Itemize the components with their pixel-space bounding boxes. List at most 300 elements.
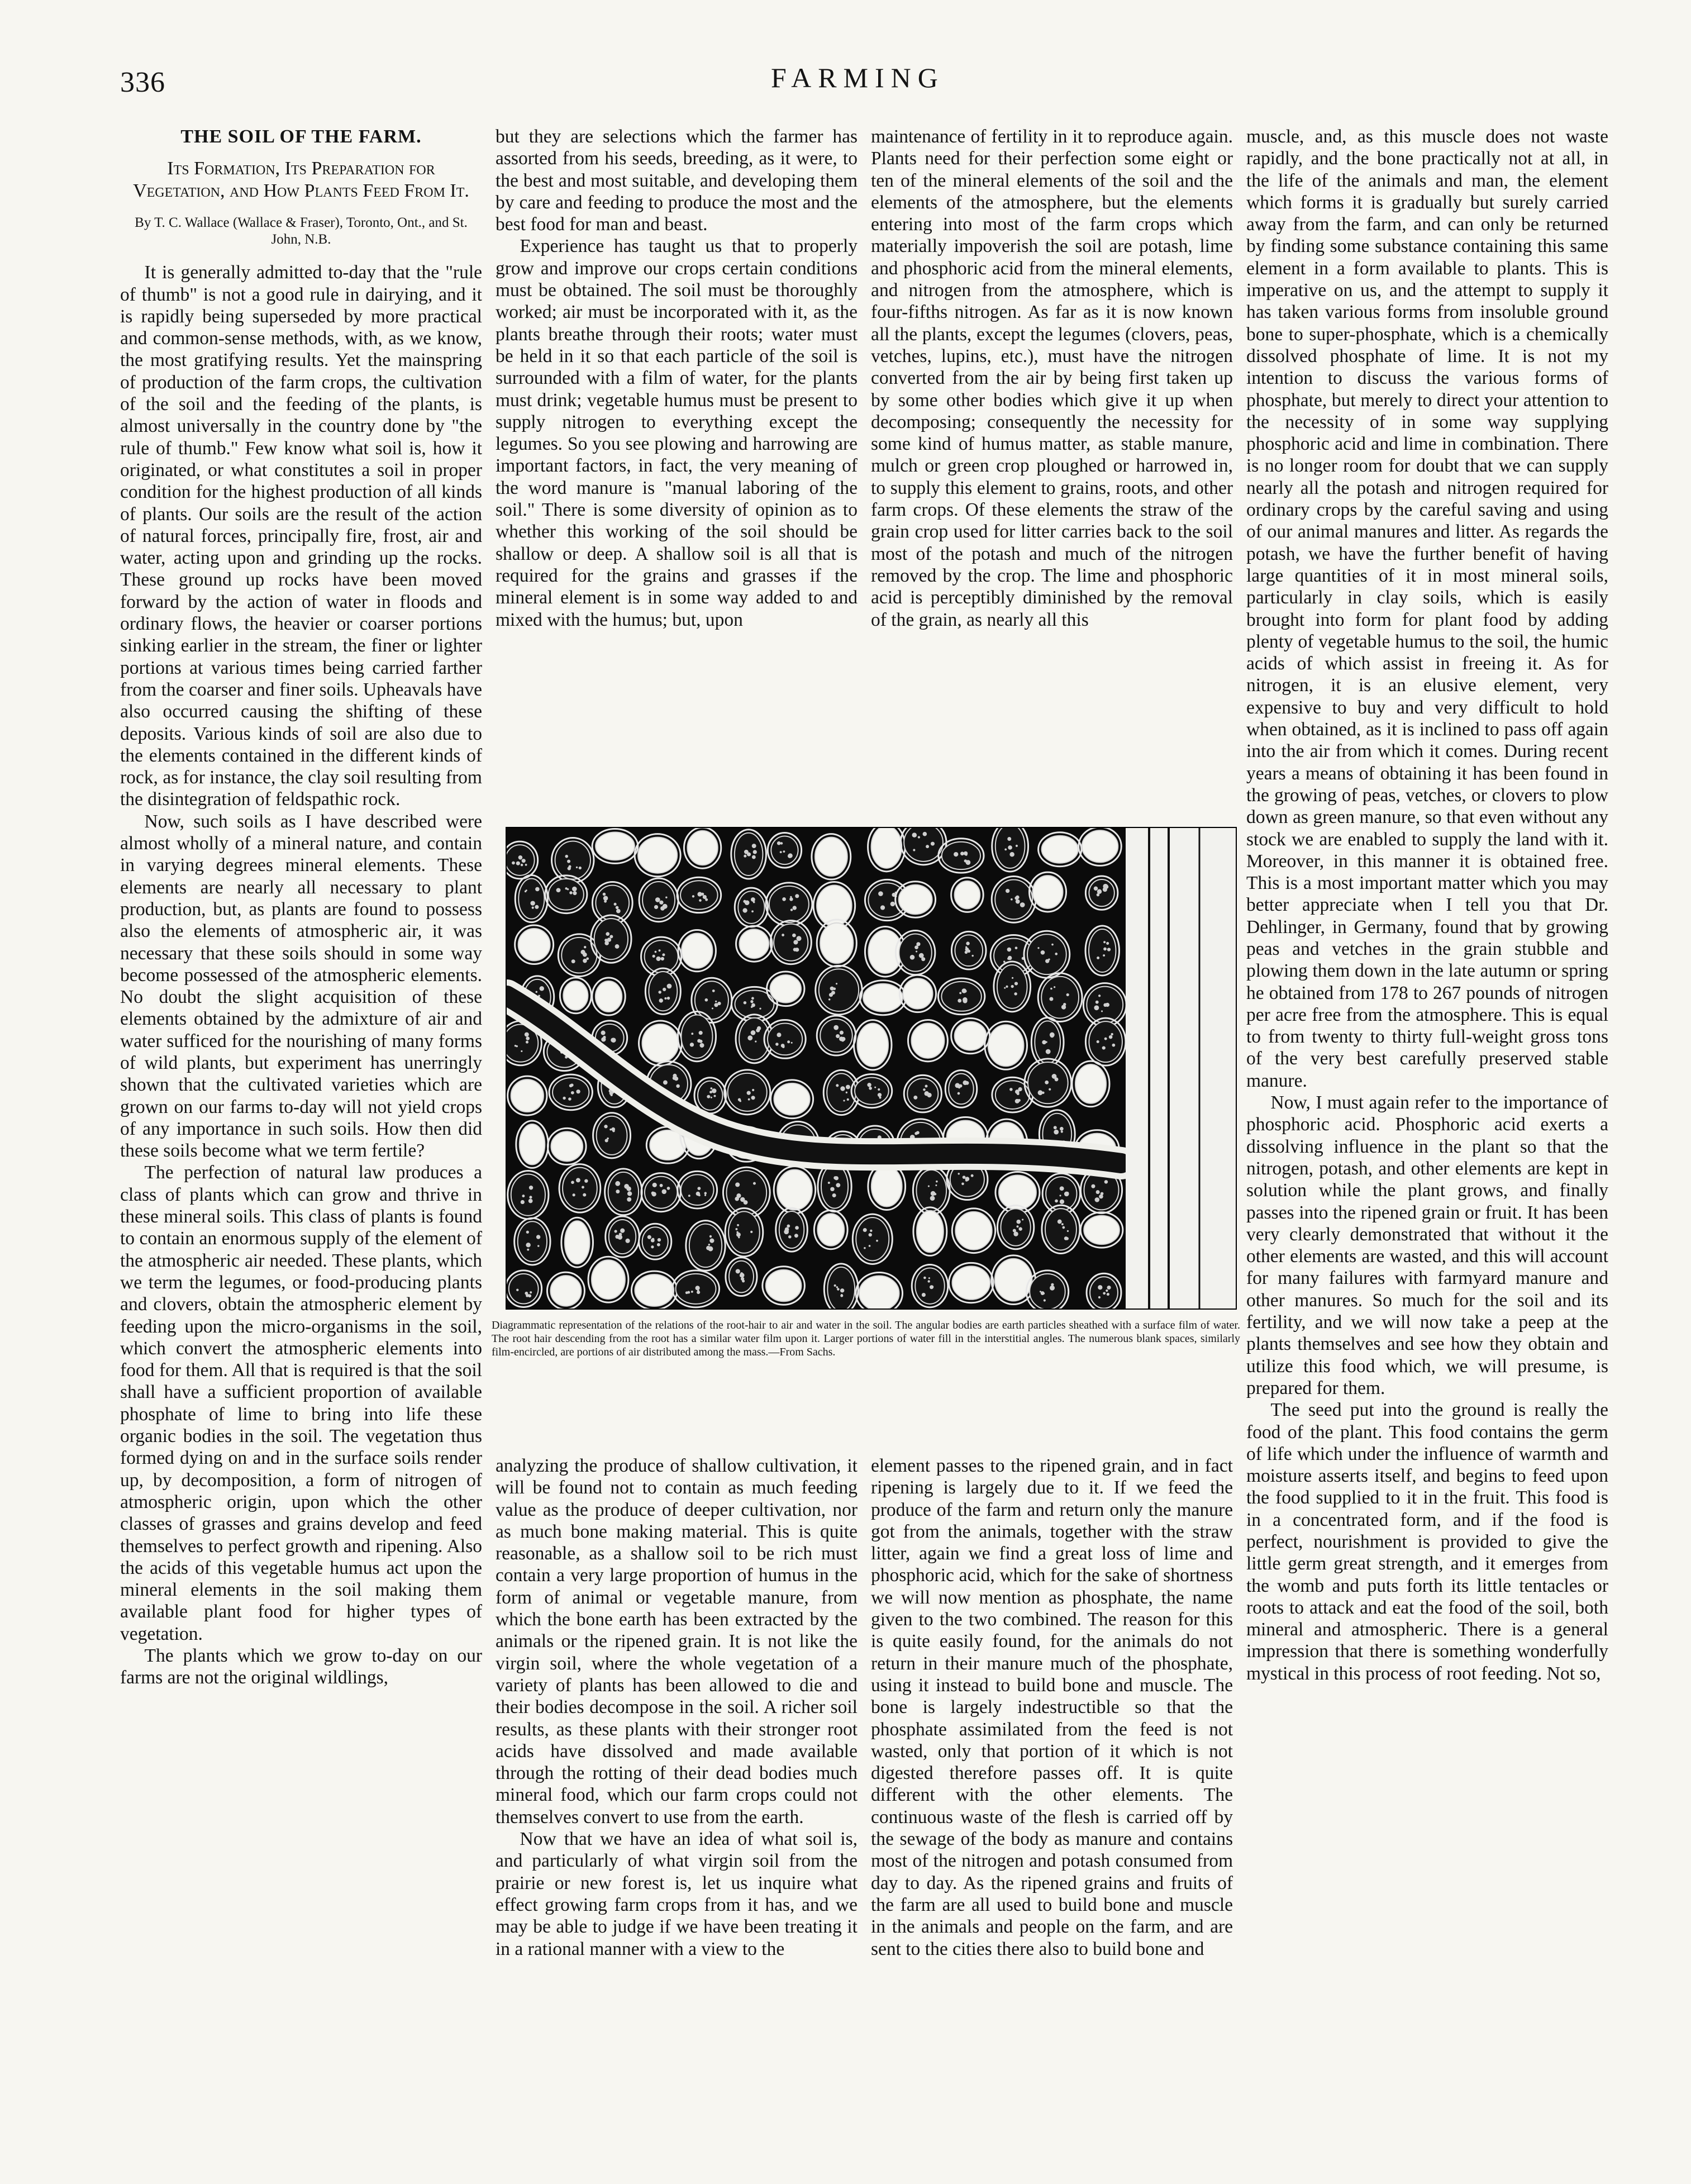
particle-speck [833,1025,839,1030]
air-space [857,1024,888,1067]
particle-speck [535,905,539,909]
earth-particle [681,1015,712,1058]
particle-speck [923,1088,926,1091]
particle-speck [576,1089,580,1093]
earth-particle [608,1172,639,1212]
particle-speck [567,860,570,863]
particle-speck [836,1084,839,1087]
particle-speck [1061,1005,1066,1009]
paragraph: maintenance of fertility in it to reproduce again. Plants need for their perfection some eight or ten of the mineral elements of the soil and the elements of the atmosphere, but the elements entering into most of the farm crops which materially impoverish the soil are potash, lime and phosphoric acid from the mineral elements, and nitrogen from the atmosphere, which is four-fifths nitrogen. As far as it is now known all the plants, except the legumes (clovers, peas, vetches, lupins, etc.), must have the nitrogen converted from the air by being first taken up by some other bodies which give it up when decomposing; consequently the necessity for some kind of humus matter, as stable manure, mulch or green crop ploughed or harrowed in, to supply this element to grains, roots, and other farm crops. Of these elements the straw of the grain crop used for litter carries back to the soil most of the potash and much of the nitrogen removed by the crop. The lime and phosphoric acid is perceptibly diminished by the removal of the grain, as nearly all this [871,126,1233,630]
particle-speck [1054,1130,1059,1135]
particle-speck [525,1292,528,1295]
particle-speck [614,1230,617,1233]
particle-speck [1015,946,1018,949]
particle-speck [516,1045,517,1047]
particle-speck [959,992,961,994]
particle-speck [916,950,917,952]
particle-speck [751,997,754,1000]
particle-speck [1009,1088,1013,1091]
particle-speck [753,1182,756,1185]
particle-speck [1094,1005,1099,1010]
earth-particle [1089,879,1114,906]
paragraph: The perfection of natural law produces a class of plants which can grow and thrive in these mineral soils. This class of plants is found to contain an enormous supply of the element of the atmospheric air needed. These plants, which we term the legumes, or food-producing plants and clovers, obtain the atmospheric element by feeding upon the micro-organisms in the soil, which convert the atmospheric elements into food for them. All that is required is that the soil shall have a sufficient proportion of available phosphate of lime to bring into life these organic bodies in the soil. The vegetation thus formed dying on and in the surface soils render up, by decomposition, a form of nitrogen of atmospheric origin, upon which the other classes of grasses and grains develop and feed themselves to perfect growth and ripening. Also the acids of this vegetable humus act upon the mineral elements in the soil making them available plant food for higher types of vegetation. [120,1162,482,1644]
particle-speck [697,1187,701,1190]
air-space [955,1021,987,1050]
particle-speck [864,1247,866,1249]
particle-speck [797,936,802,941]
air-space [518,929,550,960]
particle-speck [691,1291,693,1293]
particle-speck [1016,900,1020,904]
particle-speck [530,1291,532,1293]
particle-speck [572,887,577,892]
particle-speck [707,1095,710,1098]
air-space [550,1276,581,1306]
air-space [1075,1064,1106,1103]
particle-speck [846,1092,847,1093]
particle-speck [1017,1092,1020,1095]
particle-speck [1066,993,1069,996]
particle-speck [667,984,672,989]
particle-speck [525,864,527,866]
earth-particle [507,845,535,875]
earth-particle [771,836,798,865]
particle-speck [958,1173,960,1174]
particle-speck [1064,1192,1069,1197]
particle-speck [573,1193,575,1196]
column-2-top [496,126,858,631]
particle-speck [615,1181,620,1186]
earth-particle [518,879,544,919]
air-space [863,984,903,1012]
earth-particle [949,1074,974,1105]
particle-speck [751,1030,756,1035]
particle-speck [840,1288,844,1292]
particle-speck [744,850,749,854]
earth-particle [768,1023,802,1055]
particle-speck [958,1092,960,1095]
earth-particle [915,1268,945,1303]
particle-speck [1097,957,1099,959]
particle-speck [834,1284,836,1287]
earth-particle [856,1217,889,1260]
particle-speck [526,1036,530,1040]
air-space [1033,875,1063,908]
paragraph: element passes to the ripened grain, and in fact ripening is largely due to it. If we feed the produce of the farm and return only the manure got from the animals, together with the straw litter, again we find a great loss of lime and phosphoric acid, which for the sake of shortness we will now mention as phosphate, the name given to the two combined. The reason for this is quite easily found, for the animals do not return in their manure much of the phosphate, using it instead to build bone and muscle. The bone is largely indestructible so that the phosphate assimilated from the feed is not wasted, only that portion of it which is not digested therefore passes off. It is quite different with the other elements. The continuous waste of the flesh is carried off by the sewage of the body as manure and contains most of the nitrogen and potash consumed from day to day. As the ripened grains and fruits of the farm are all used to build bone and muscle in the animals and people on the farm, and are sent to the cities there also to build bone and [871,1455,1233,1959]
particle-speck [712,989,715,992]
air-space [1084,1216,1120,1244]
particle-speck [777,1032,781,1037]
particle-speck [1022,1219,1023,1220]
particle-speck [1059,1195,1061,1196]
particle-speck [690,1043,694,1046]
particle-speck [782,934,784,936]
particle-speck [692,895,694,897]
earth-particle [509,1274,539,1304]
particle-speck [1020,902,1025,907]
particle-speck [890,902,895,906]
particle-speck [528,1244,531,1246]
particle-speck [930,1196,935,1201]
particle-speck [1061,1130,1063,1133]
air-space [1082,830,1118,862]
paragraph: Now, such soils as I have described were almost wholly of a mineral nature, and contain in varying degrees mineral elements. These elements are nearly all necessary to plant production, but, as plants are found to possess also the elements of atmospheric air, it was necessary that these soils should in some way become possessed of the atmospheric elements. No doubt the slight acquisition of these elements obtained by the admixture of air and water sufficed for the nourishing of many forms of wild plants, but experiment has unerringly shown that the cultivated varieties which are grown on our farms to-day will not yield crops of any importance in such soils. How then did these soils become what we term fertile? [120,811,482,1162]
particle-speck [839,1036,844,1041]
particle-speck [657,1243,660,1246]
particle-speck [1006,889,1009,893]
particle-speck [869,1087,872,1090]
particle-speck [708,1244,710,1245]
air-space [911,1024,944,1058]
particle-speck [1098,995,1101,997]
particle-speck [1062,1226,1065,1229]
particle-speck [1004,848,1007,850]
earth-particle [1045,1208,1076,1250]
particle-speck [869,1233,872,1236]
particle-speck [661,957,664,960]
particle-speck [712,1088,716,1093]
earth-particle [738,891,764,924]
particle-speck [1007,948,1012,952]
particle-speck [750,1000,753,1003]
particle-speck [742,908,747,912]
particle-speck [744,1001,747,1005]
earth-particle [645,1177,677,1208]
air-space [770,975,801,1003]
particle-speck [576,1178,580,1182]
particle-speck [964,989,966,992]
particle-speck [1016,1220,1021,1224]
particle-speck [1112,1044,1115,1047]
paragraph: The seed put into the ground is really the food of the plant. This food contains the germ of life which under the influence of warmth and moisture asserts itself, and begins to feed upon the food supplied to it in the fruit. This food is in a concentrated form, and if the food is perfect, nourishment is provided to give the little germ great strength, and it emerges from the womb and puts forth its little tentacles or roots to attack and eat the food of the soil, both mineral and atmospheric. There is a general impression that there is something wonderfully mystical in this process of root feeding. Not so, [1246,1400,1608,1684]
paragraph: muscle, and, as this muscle does not waste rapidly, and the bone practically not at all, in the life of the animals and man, the element which forms it is gradually but surely carried away from the farm, and can only be returned by finding some substance containing this same element in a form available to plants. This is imperative on us, and the attempt to supply it has taken various forms from insoluble ground bone to super-phosphate, which is a chemically dissolved phosphate of lime. It is not my intention to discuss the various forms of phosphate, but merely to direct your attention to the necessity of in some way supplying phosphoric acid and lime in combination. There is no longer room for doubt that we can supply nearly all the potash and nitrogen required for ordinary crops by the careful saving and using of our animal manures and litter. As regards the potash, we have the further benefit of having large quantities of it in most mineral soils, particularly in clay soils, which is easily brought into form for plant food by adding plenty of vegetable humus to the soil, the humic acids of which assist in freeing it. As for nitrogen, it is an elusive element, very expensive to buy and very difficult to hold when obtained, as it is inclined to pass off again into the air from which it comes. During recent years a means of obtaining it has been found in the growing of peas, vetches, or clovers to plow down as green manure, so that even without any stock we are enabled to supply the land with it. Moreover, in this manner it is obtained free. This is a most important matter which you may better appreciate when I tell you that Dr. Dehlinger, in Germany, found that by growing peas and vetches in the grain stubble and plowing them down in the late autumn or spring he obtained from 178 to 267 pounds of nitrogen per acre free from the atmosphere. This is equal to from twenty to thirty full-weight gross tons of the very best carefully preserved stable manure. [1246,126,1608,1091]
particle-speck [667,1187,670,1190]
particle-speck [659,998,663,1002]
particle-speck [782,897,786,901]
particle-speck [522,1195,525,1197]
particle-speck [1016,1225,1018,1227]
particle-speck [518,855,523,860]
paragraph: Experience has taught us that to properly grow and improve our crops certain conditions must be obtained. The soil must be thoroughly worked; air must be incorporated with it, as the plants breathe through their roots; water must be held in it so that each particle of the soil is surrounded with a film of water, for the plants must drink; vegetable humus must be present to supply nitrogen to everything except the legumes. So you see plowing and harrowing are important factors, in fact, the very meaning of the word manure is "manual laboring of the soil." There is some diversity of opinion as to whether this working of the soil should be shallow or deep. A shallow soil is all that is required for the grains and grasses if the mineral element is in some way added to and mixed with the humus; but, upon [496,236,858,630]
particle-speck [1014,896,1018,900]
particle-speck [795,1226,799,1230]
particle-speck [1104,1038,1107,1040]
particle-speck [522,859,526,863]
particle-speck [626,1186,631,1191]
particle-speck [828,1182,830,1184]
particle-speck [569,891,572,894]
particle-speck [1049,1088,1051,1091]
particle-speck [787,1225,790,1228]
particle-speck [1095,1001,1099,1004]
particle-speck [688,1195,690,1197]
particle-speck [960,851,964,855]
particle-speck [535,887,540,892]
particle-speck [704,1195,706,1196]
earth-particle [774,924,808,961]
article-subtitle: Its Formation, Its Preparation for Vegetation, and How Plants Feed From It. [133,158,469,202]
particle-speck [705,998,708,1002]
particle-speck [1054,986,1055,988]
particle-speck [788,854,792,858]
earth-particle [942,842,980,869]
particle-speck [757,1026,761,1030]
air-space [642,1024,679,1062]
particle-speck [740,1274,743,1277]
particle-speck [791,1042,793,1044]
earth-particle [819,969,859,1011]
particle-speck [840,1086,845,1091]
particle-speck [627,1191,632,1196]
particle-speck [963,1176,966,1179]
particle-speck [793,906,797,910]
particle-speck [755,1041,756,1043]
particle-speck [1054,1126,1057,1129]
particle-speck [654,905,658,909]
particle-speck [656,957,660,961]
air-space [815,838,847,876]
earth-particle [649,972,677,1011]
particle-speck [954,852,958,857]
air-space [1042,836,1078,863]
root-section [1126,828,1236,1309]
particle-speck [1041,950,1045,955]
particle-speck [830,1187,834,1191]
column-3-top [871,126,1233,631]
particle-speck [1065,1237,1069,1240]
air-space [511,1079,544,1112]
particle-speck [788,1235,792,1239]
particle-speck [863,1228,867,1232]
air-space [638,838,677,873]
particle-speck [1009,846,1012,849]
particle-speck [540,986,544,991]
particle-speck [1107,1293,1109,1296]
particle-speck [605,1139,608,1142]
particle-speck [1055,953,1058,955]
particle-speck [660,1184,663,1187]
particle-speck [701,893,704,896]
particle-speck [751,1096,755,1100]
particle-speck [1041,1291,1045,1295]
particle-speck [1013,1231,1018,1236]
particle-speck [736,1233,741,1237]
particle-speck [696,1286,700,1290]
particle-speck [958,999,961,1003]
particle-speck [1103,948,1107,951]
particle-speck [914,945,918,949]
earth-particle [563,1168,597,1209]
particle-speck [878,1088,880,1091]
particle-speck [1106,1290,1108,1292]
paragraph: Now that we have an idea of what soil is, and particularly of what virgin soil from the prairie or new forest is, let us inquire what effect growing farm crops from it has, and we may be able to judge if we have been treating it in a rational manner with a view to the [496,1829,858,1959]
particle-speck [747,1035,752,1040]
particle-speck [652,955,655,958]
particle-speck [913,849,915,851]
particle-speck [737,1224,739,1226]
earth-particle [1001,1208,1030,1245]
particle-speck [922,1293,926,1297]
particle-speck [603,1036,606,1039]
particle-speck [1012,977,1013,979]
particle-speck [923,832,927,836]
earth-particle [698,1081,723,1110]
particle-speck [655,897,660,902]
particle-speck [912,832,917,838]
particle-speck [931,842,935,846]
particle-speck [913,1096,917,1100]
particle-speck [867,1083,871,1087]
particle-speck [1011,985,1013,988]
particle-speck [935,1184,937,1186]
particle-speck [752,1089,754,1091]
particle-speck [777,841,781,845]
earth-particle [549,879,584,910]
particle-speck [1019,1227,1022,1230]
figure-caption: Diagrammatic representation of the relations of the root-hair to air and water in the soil. The angular bodies are earth particles sheathed with a surface film of water. The root hair descending from the root has a similar water film upon it. Larger portions of water fill in the interstitial angles. The numerous blank spaces, similarly film-encircled, are portions of air distributed among the mass.—From Sachs. [492,1319,1240,1358]
particle-speck [699,1043,704,1048]
particle-speck [567,888,569,890]
particle-speck [609,1129,612,1131]
particle-speck [663,1081,668,1085]
particle-speck [837,1288,840,1291]
particle-speck [847,1098,849,1101]
particle-speck [659,949,661,951]
particle-speck [790,908,793,911]
air-space [871,828,902,868]
particle-speck [685,1291,688,1294]
particle-speck [1042,1040,1046,1044]
particle-speck [1058,1220,1062,1224]
particle-speck [781,1044,785,1048]
particle-speck [604,941,609,945]
particle-speck [1103,1292,1106,1295]
particle-speck [626,1239,630,1243]
earth-particle [511,1174,545,1216]
particle-speck [846,1085,850,1089]
particle-speck [571,1091,574,1095]
particle-speck [525,1032,529,1037]
particle-speck [955,1083,960,1088]
particle-speck [926,845,929,848]
air-space [596,981,622,1012]
particle-speck [759,1008,761,1010]
particle-speck [878,1093,882,1097]
particle-speck [526,889,527,891]
particle-speck [521,1050,522,1052]
particle-speck [521,1200,525,1204]
running-head: FARMING [771,62,945,93]
particle-speck [704,1192,707,1195]
particle-speck [529,1186,533,1189]
particle-speck [1060,1186,1064,1191]
particle-speck [652,1183,657,1187]
particle-speck [604,1125,607,1128]
earth-particle [728,1211,760,1253]
particle-speck [829,993,833,997]
earth-particle [642,1227,668,1256]
particle-speck [1096,1190,1100,1194]
particle-speck [971,1174,974,1177]
earth-particle [855,1078,889,1105]
particle-speck [1109,1035,1112,1039]
earth-particle [821,1165,848,1208]
particle-speck [735,1228,737,1230]
earth-particle [995,880,1032,920]
particle-speck [536,991,537,993]
particle-speck [832,1193,836,1197]
particle-speck [1050,988,1052,990]
particle-speck [613,1039,616,1041]
particle-speck [1046,1051,1049,1054]
particle-speck [964,859,967,862]
particle-speck [794,1234,798,1238]
column-4 [1246,126,1608,1685]
article-byline: By T. C. Wallace (Wallace & Fraser), Toronto, Ont., and St. John, N.B. [135,215,468,248]
particle-speck [662,953,665,956]
particle-speck [1004,987,1006,989]
particle-speck [787,1040,790,1043]
particle-speck [964,851,968,855]
particle-speck [919,953,924,958]
particle-speck [750,1231,752,1233]
earth-particle [941,982,981,1011]
particle-speck [736,1269,740,1273]
particle-speck [836,1286,839,1288]
particle-speck [1101,1192,1104,1196]
particle-speck [651,1245,654,1248]
soil-root-hair-diagram [506,827,1237,1310]
earth-particle [1041,977,1079,1019]
particle-speck [963,999,967,1003]
earth-particle [779,1211,804,1248]
earth-particle [907,1078,938,1109]
column-1 [120,126,482,1689]
particle-speck [1106,942,1109,945]
particle-speck [780,851,782,853]
particle-speck [584,1179,588,1182]
air-space [955,1212,992,1250]
particle-speck [521,864,523,866]
particle-speck [714,1095,716,1097]
particle-speck [879,1096,881,1098]
particle-speck [934,1193,936,1195]
particle-speck [586,957,589,960]
particle-speck [1052,1074,1057,1079]
particle-speck [579,867,582,869]
earth-particle [681,1174,714,1205]
air-space [766,1270,802,1301]
particle-speck [971,955,974,957]
earth-particle [552,1078,589,1107]
particle-speck [1060,1200,1064,1204]
particle-speck [652,1238,655,1241]
paragraph: The plants which we grow to-day on our farms are not the original wildlings, [120,1645,482,1688]
particle-speck [1014,992,1017,995]
particle-speck [647,1235,651,1239]
particle-speck [835,1176,839,1180]
particle-speck [665,896,667,898]
particle-speck [928,1186,930,1187]
particle-speck [1050,1032,1055,1038]
air-space [868,930,902,973]
particle-speck [966,941,969,945]
air-space [596,832,635,860]
particle-speck [709,1235,712,1238]
particle-speck [527,1249,529,1251]
particle-speck [965,1081,969,1085]
particle-speck [512,862,515,865]
